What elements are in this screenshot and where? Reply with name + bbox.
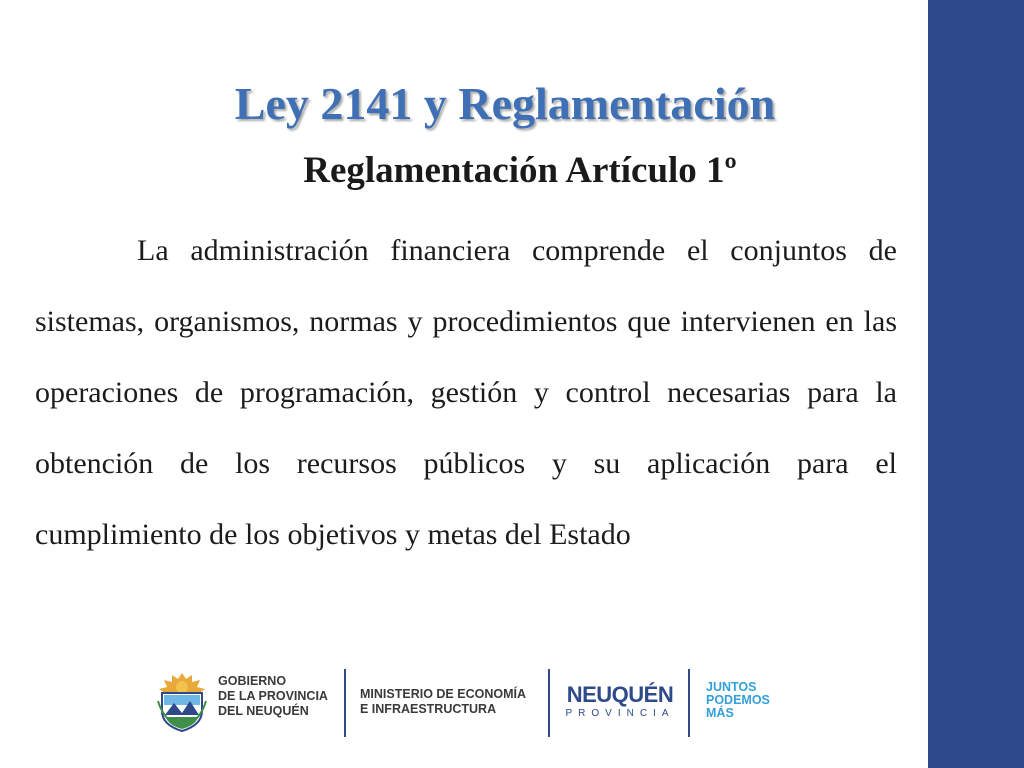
ministerio-line-2: E INFRAESTRUCTURA xyxy=(360,702,497,716)
neuquen-coat-of-arms-icon xyxy=(156,671,208,733)
slide-title: Ley 2141 y Reglamentación xyxy=(234,78,776,129)
footer-logos xyxy=(150,665,790,745)
slogan-line-2: PODEMOS xyxy=(706,693,770,707)
body-paragraph: La administración financiera comprende el conjuntos de sistemas, organismos, normas y procedimientos que intervienen en las operaciones de programación, gestión y control necesarias para la obtención de los recursos públicos y su aplicación para el cumplimiento de los objetivos y metas del Estado xyxy=(35,234,897,551)
slogan-line-3: MÁS xyxy=(706,706,734,720)
gobierno-line-3: DEL NEUQUÉN xyxy=(218,704,309,718)
neuquen-logo-text: NEUQUÉN xyxy=(566,682,674,707)
footer-divider xyxy=(688,669,690,737)
footer-divider xyxy=(344,669,346,737)
slogan-text xyxy=(706,681,770,720)
provincia-logo-text: PROVINCIA xyxy=(565,708,675,719)
slide-subtitle: Reglamentación Artículo 1º xyxy=(303,150,737,191)
footer-divider xyxy=(548,669,550,737)
slogan-line-1: JUNTOS xyxy=(706,680,757,694)
ministerio-text xyxy=(360,687,526,717)
ministerio-line-1: MINISTERIO DE ECONOMÍA xyxy=(360,687,526,701)
gobierno-line-2: DE LA PROVINCIA xyxy=(218,689,328,703)
gobierno-line-1: GOBIERNO xyxy=(218,674,287,688)
gobierno-provincia-text xyxy=(218,674,328,719)
